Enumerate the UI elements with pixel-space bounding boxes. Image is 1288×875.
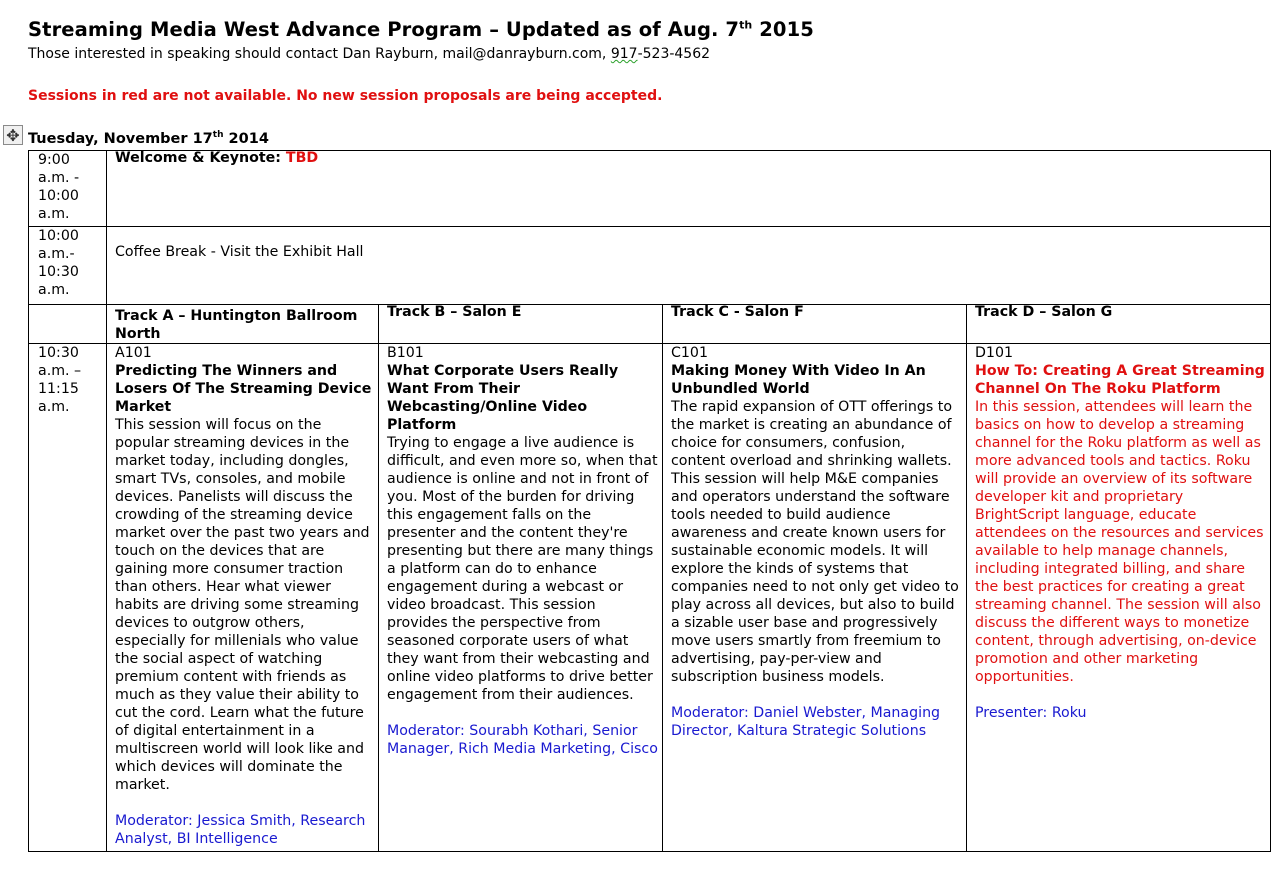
page-title	[28, 18, 814, 41]
keynote-speaker: TBD	[285, 150, 319, 166]
session-cell-a	[107, 344, 379, 852]
keynote-label: Welcome & Keynote:	[115, 150, 286, 166]
table-row-coffee	[29, 227, 1271, 305]
contact-phone-rest: -523-4562	[637, 46, 711, 62]
session-moderator: Presenter: Roku	[975, 705, 1087, 721]
table-row-keynote	[29, 151, 1271, 227]
title-year: 2015	[752, 18, 814, 41]
session-description: Trying to engage a live audience is difficult, and even more so, when that audience is online and not in front of you. Most of the burden for driving this engagement falls on the presenter and the content they're presenting but there are many things a platform can do to enhance engagement during a webcast or video broadcast. This session provides the perspective from seasoned corporate users of what they want from their webcasting and online video platforms to drive better engagement from their audiences.	[387, 435, 658, 703]
session-code: A101	[115, 345, 152, 361]
session-title: Predicting The Winners and Losers Of The Streaming Device Market	[115, 363, 372, 415]
track-header-d: Track D – Salon G	[967, 305, 1271, 344]
session-moderator: Moderator: Sourabh Kothari, Senior Manager, Rich Media Marketing, Cisco	[387, 723, 658, 757]
session-code: B101	[387, 345, 424, 361]
availability-notice: Sessions in red are not available. No new session proposals are being accepted.	[28, 88, 663, 104]
track-header-b: Track B – Salon E	[379, 305, 663, 344]
track-header-a: Track A – Huntington Ballroom North	[107, 305, 379, 344]
track-header-c: Track C - Salon F	[663, 305, 967, 344]
contact-line	[28, 46, 710, 62]
contact-text: Those interested in speaking should contact Dan Rayburn, mail@danrayburn.com,	[28, 46, 611, 62]
table-row-tracks	[29, 305, 1271, 344]
coffee-cell: Coffee Break - Visit the Exhibit Hall	[107, 227, 1271, 305]
session-code: D101	[975, 345, 1014, 361]
table-row-sessions	[29, 344, 1271, 852]
session-cell-d	[967, 344, 1271, 852]
session-moderator: Moderator: Jessica Smith, Research Analyst, BI Intelligence	[115, 813, 366, 847]
session-description: The rapid expansion of OTT offerings to the market is creating an abundance of choice for consumers, confusion, content overload and shrinking wallets. This session will help M&E companies and operators understand the software tools needed to build audience awareness and create known users for sustainable economic models. It will explore the kinds of systems that companies need to not only get video to play across all devices, but also to build a sizable user base and progressively move users smartly from freemium to advertising, pay-per-view and subscription business models.	[671, 399, 959, 685]
day-superscript: th	[212, 130, 224, 141]
session-description: This session will focus on the popular streaming devices in the market today, including dongles, smart TVs, consoles, and mobile devices. Panelists will discuss the crowding of the streaming device market over the past two years and touch on the devices that are gaining more consumer traction than others. Hear what viewer habits are driving some streaming devices to outgrow others, especially for millenials who value the social aspect of watching premium content with friends as much as they value their ability to cut the cord. Learn what the future of digital entertainment in a multiscreen world will look like and which devices will dominate the market.	[115, 417, 370, 793]
day-heading	[28, 131, 269, 147]
empty-cell	[29, 305, 107, 344]
title-superscript: th	[739, 18, 753, 32]
session-cell-c	[663, 344, 967, 852]
spellcheck-flagged-text[interactable]: 917	[610, 46, 638, 62]
day-year: 2014	[223, 131, 269, 147]
session-code: C101	[671, 345, 708, 361]
session-cell-b	[379, 344, 663, 852]
time-cell: 10:00 a.m.- 10:30 a.m.	[29, 227, 107, 305]
move-arrows-icon[interactable]: ✥	[3, 125, 23, 145]
session-description: In this session, attendees will learn the basics on how to develop a streaming channel for the Roku platform as well as more advanced tools and tactics. Roku will provide an overview of its software developer kit and proprietary BrightScript language, educate attendees on the resources and services available to help manage channels, including integrated billing, and share the best practices for creating a great streaming channel. The session will also discuss the different ways to monetize content, through advertising, on-device promotion and other marketing opportunities.	[975, 399, 1264, 685]
session-title: How To: Creating A Great Streaming Channel On The Roku Platform	[975, 363, 1265, 397]
day-text: Tuesday, November 17	[28, 131, 213, 147]
keynote-cell	[107, 151, 1271, 227]
title-text: Streaming Media West Advance Program – Updated as of Aug. 7	[28, 18, 740, 41]
session-title: What Corporate Users Really Want From Their Webcasting/Online Video Platform	[387, 363, 619, 433]
session-moderator: Moderator: Daniel Webster, Managing Director, Kaltura Strategic Solutions	[671, 705, 941, 739]
time-cell: 10:30 a.m. – 11:15 a.m.	[29, 344, 107, 852]
time-cell: 9:00 a.m. - 10:00 a.m.	[29, 151, 107, 227]
session-title: Making Money With Video In An Unbundled World	[671, 363, 926, 397]
schedule-table	[28, 150, 1271, 852]
